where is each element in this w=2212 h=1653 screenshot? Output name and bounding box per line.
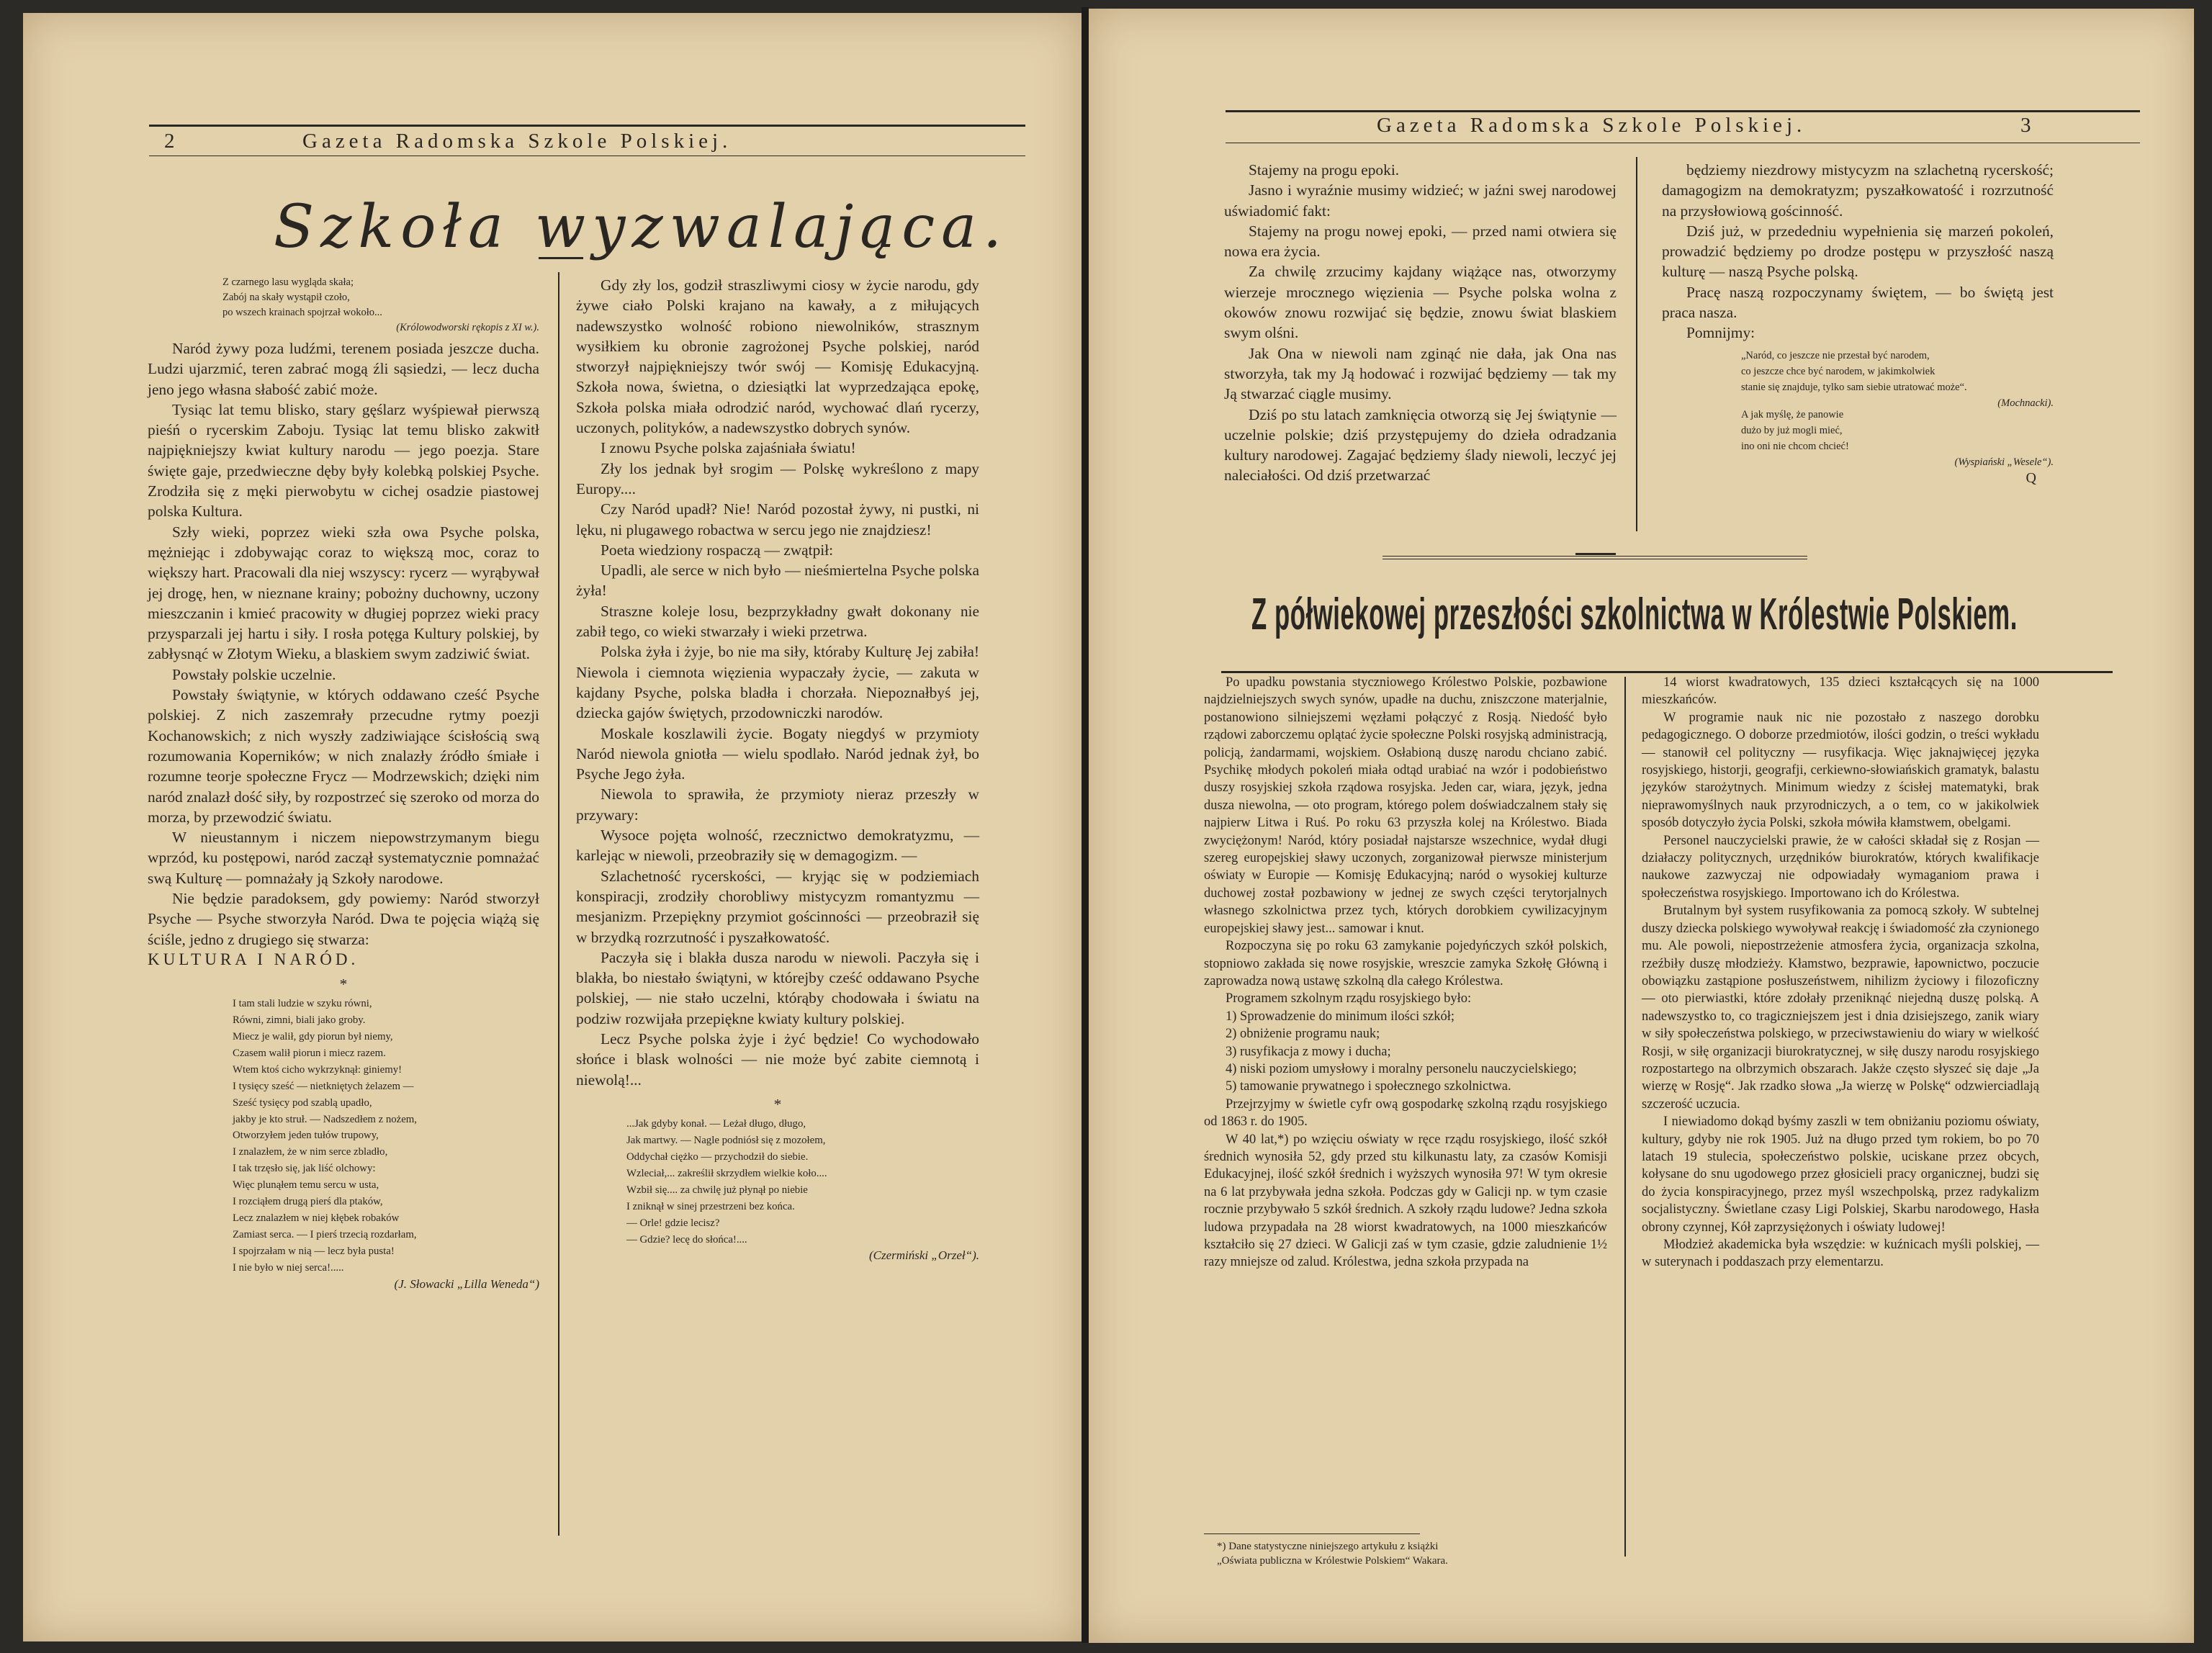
poem-slowacki-line-10: I znalazłem, że w nim serce zbladło, xyxy=(233,1146,388,1158)
poem-slowacki-line-14: Lecz znalazłem w niej kłębek robaków xyxy=(233,1212,400,1224)
title-ornament xyxy=(539,257,583,259)
poem-czerminski-line-2: Jak martwy. — Nagle podniósł się z mozołem, xyxy=(626,1135,826,1147)
quote-wyspianski-line-2: dużo by już mogli mieć, xyxy=(1741,424,1843,436)
closing-phrase: KULTURA I NARÓD. xyxy=(148,950,359,968)
page-fold xyxy=(1082,7,1089,1643)
left-column-2 xyxy=(576,275,979,1264)
right-column-separator xyxy=(1624,677,1626,1557)
program-item-5: 5) tamowanie prywatnego i społecznego szkolnictwa. xyxy=(1226,1079,1511,1094)
left-col2-paragraph-12: Szlachetność rycerskości, — kryjąc się w podziemiach konspiracji, zrodziły chorobliwy mistycyzm romantyzmu — mesjanizm. Przepiękny przymiot gościnności — przeobraził się w brzydką rozrzutność i pyszałkowatość. xyxy=(576,867,979,946)
left-col2-paragraph-13: Paczyła się i blakła dusza narodu w niewoli. Paczyła się i blakła, bo niestało świątyni, w którejby cześć oddawano Psyche polskiej, — nie stało uczelni, którąby chodowała i światu na podziw rozwijała przepiękne kwiaty kultury polskiej. xyxy=(576,948,979,1027)
right-top-col2-paragraph-3: Pracę naszą rozpoczynamy świętem, — bo świętą jest praca nasza. xyxy=(1662,283,2054,322)
right-col2-paragraph-4: Brutalnym był system rusyfikowania za pomocą szkoły. W subtelnej duszy dziecka polskiego wywoływał reakcję i świadomość zła czynionego mu. Ale powoli, niepostrzeżenie atmosfera życia, organizacja szkolna, rzeźbiły duszę młodzieży. Kłamstwo, bezprawie, łapownictwo, poczucie obowiązku zastąpione posłuszeństwem, nihilizm życiowy i filozoficzny — oto pierwiastki, które zdołały przeniknąć niejedną duszę polską. A nadewszystko to, co tragiczniejszem jest i dnia dzisiejszego, zanik wiary w siły społeczeństwa polskiego, w przeciwstawieniu do wiary w wielkość Rosji, w siłę organizacji biurokratycznej, w siłę duszy narodu rosyjskiego rozpostartego na olbrzymich obszarach. Jakże często słyszeć się daje „Ja wierzę w Rosję“. Jak rzadko słowa „Ja wierzę w Polskę“ odzwierciadlają szczerość uczucia. xyxy=(1642,904,2039,1112)
right-top-col2-paragraph-2: Dziś już, w przededniu wypełnienia się marzeń pokoleń, prowadzić będziemy po drodze postępu w przyszłość naszą kulturę — naszą Psyche polską. xyxy=(1662,222,2054,281)
quote-mochnacki-line-3: stanie się znajduje, tylko sam siebie utratować może“. xyxy=(1741,381,1967,393)
poem-slowacki xyxy=(148,996,539,1276)
footnote xyxy=(1217,1539,1620,1568)
title-under-rule xyxy=(1221,671,2113,673)
poem-czerminski-source: (Czermiński „Orzeł“). xyxy=(868,1248,979,1263)
right-top-col1-paragraph-3: Stajemy na progu nowej epoki, — przed nami otwiera się nowa era życia. xyxy=(1224,222,1617,261)
right-top-col1-paragraph-4: Za chwilę zrzucimy kajdany wiążące nas, otworzymy wierzeje mrocznego więzienia — Psyche polska wolna z okowów znowu rozwijać się będzie, znowu świat blaskiem swym olśni. xyxy=(1224,263,1617,342)
section-star: * xyxy=(339,975,348,993)
left-page-number: 2 xyxy=(164,130,179,153)
motto-line-2: Zabój na skały wystąpił czoło, xyxy=(222,292,350,303)
right-top-column-2 xyxy=(1662,160,2054,486)
left-col2-paragraph-2: I znowu Psyche polska zajaśniała światu! xyxy=(601,439,856,457)
right-col2-paragraph-5: I niewiadomo dokąd byśmy zaszli w tem obniżaniu poziomu oświaty, kultury, gdyby nie rok 1905. Już na długo przed tym rokiem, bo po 70 latach 19 stulecia, społeczeństwo polskie, uciskane przez obcych, kołysane do snu ugodowego przez głosicieli pracy organicznej, budzi się do życia konspiracyjnego, przez myśl wszechpolską, przez radykalizm socjalistyczny. Świetlane czasy Ligi Polskiej, Skarbu narodowego, Hasła obrony czynnej, Kół zaprzysiężonych i oświaty ludowej! xyxy=(1642,1114,2039,1235)
right-top-col1-paragraph-2: Jasno i wyraźnie musimy widzieć; w jaźni swej narodowej uświadomić fakt: xyxy=(1224,181,1617,220)
right-col1-paragraphs xyxy=(1204,674,1607,1008)
left-running-head: Gazeta Radomska Szkole Polskiej. xyxy=(302,130,732,153)
left-column-separator xyxy=(558,272,559,1536)
left-col1-paragraphs xyxy=(148,338,539,950)
left-col2-paragraph-14: Lecz Psyche polska żyje i żyć będzie! Co wychodowało słońce i blask wolności — nie może być zabite ciemnotą i niewolą!... xyxy=(576,1030,979,1089)
right-running-head: Gazeta Radomska Szkole Polskiej. xyxy=(1377,114,1807,137)
poem-slowacki-line-13: I rozciąłem drugą pierś dla ptaków, xyxy=(233,1196,383,1208)
poem-slowacki-line-6: I tysięcy sześć — nietkniętych żelazem — xyxy=(233,1080,414,1092)
quote-wyspianski-line-3: ino oni nie chcom chcieć! xyxy=(1741,440,1849,452)
right-top-column-1 xyxy=(1224,160,1617,486)
left-col2-paragraph-9: Moskale koszlawili życie. Bogaty niegdyś w przymioty Naród niewola gniotła — wielu spodlało. Naród jednak żył, bo Psyche Jego żyła. xyxy=(576,724,979,783)
poem-slowacki-line-3: Miecz je walił, gdy piorun był niemy, xyxy=(233,1031,393,1043)
right-page-number: 3 xyxy=(2020,114,2036,137)
left-head-top-rule xyxy=(149,125,1025,127)
quote-mochnacki-lines xyxy=(1741,348,2054,395)
program-list xyxy=(1204,1008,1607,1096)
poem-czerminski-line-4: Wzleciał,... zakreślił skrzydłem wielkie koło.... xyxy=(626,1167,827,1179)
right-col2-paragraph-6: Młodzież akademicka była wszędzie: w kuźnicach myśli polskiej, — w suterynach i poddaszach przy elementarzu. xyxy=(1642,1238,2039,1270)
quote-mochnacki xyxy=(1662,348,2054,411)
section-star-2: * xyxy=(773,1095,782,1113)
right-col1-paragraph-2: Rozpoczyna się po roku 63 zamykanie pojedyńczych szkół polskich, stopniowo zakłada się nowe rosyjskie, wreszcie zamyka Szkołę Główną i zaprowadza nową ustawę szkolną dla całego Królestwa. xyxy=(1204,939,1607,988)
right-col1-stat-paragraph-1: Przejrzyjmy w świetle cyfr ową gospodarkę szkolną rządu rosyjskiego od 1863 r. do 1905. xyxy=(1204,1096,1607,1130)
motto-lines xyxy=(222,275,539,320)
poem-slowacki-source: (J. Słowacki „Lilla Weneda“) xyxy=(394,1276,539,1291)
left-col1-paragraph-1: Naród żywy poza ludźmi, terenem posiada jeszcze ducha. Ludzi ujarzmić, teren zabrać mogą źli sąsiedzi, — lecz ducha jeno jego własna słabość zabić może. xyxy=(148,340,539,398)
poem-slowacki-line-17: I nie było w niej serca!..... xyxy=(233,1261,344,1274)
right-col1-paragraph-3: Programem szkolnym rządu rosyjskiego było: xyxy=(1226,991,1472,1006)
left-col2-paragraph-7: Straszne koleje losu, bezprzykładny gwałt dokonany nie zabił tego, co wieki stwarzały i wieki przetrwa. xyxy=(576,602,979,641)
quote-wyspianski xyxy=(1662,407,2054,486)
motto-line-3: po wszech krainach spojrzał wokoło... xyxy=(222,307,382,318)
left-article-title: Szkoła wyzwalająca. xyxy=(274,193,1009,261)
left-col1-paragraph-2: Tysiąc lat temu blisko, stary gęślarz wyśpiewał pierwszą pieśń o rycerskim Zaboju. Tysiąc lat temu blisko zakwitł najpiękniejszy kwiat kultury narodu — jego poezja. Stare święte gaje, przedwieczne dęby były kolebką polskiej Psyche. Zrodziła się z męki pierwobytu w cichej osadzie piastowej polska Kultura. xyxy=(148,400,539,521)
quote-mochnacki-line-1: „Naród, co jeszcze nie przestał być narodem, xyxy=(1741,349,1930,361)
motto xyxy=(148,275,539,335)
poem-slowacki-line-1: I tam stali ludzie w szyku równi, xyxy=(233,998,372,1010)
left-col2-paragraph-1: Gdy zły los, godził straszliwymi ciosy w życie narodu, gdy żywe ciało Polski krajano na kawały, a z miłujących nadewszystko wolność robiono niewolników, strasznym wysiłkiem ku obronie zagrożonej Psyche polskiej, naród stworzył najpiękniejszy twór swój — Komisję Edukacyjną. Szkoła nowa, świetna, o dziesiątki lat wyprzedzająca epokę, Szkoła polska miała odrodzić naród, wychować dlań rycerzy, uczonych, polityków, a nadewszystko dobrych synów. xyxy=(576,276,979,437)
section-divider-left xyxy=(1382,556,1807,557)
right-column-1 xyxy=(1204,674,1607,1271)
right-col2-paragraph-3: Personel nauczycielski prawie, że w całości składał się z Rosjan — działaczy politycznych, urzędników biurokratów, których kwalifikacje naukowe zazwyczaj nie odpowiadały wymaganiom prawa i społeczeństwa rosyjskiego. Importowano ich do Królestwa. xyxy=(1642,833,2039,901)
right-top-separator xyxy=(1636,157,1637,531)
right-article-title: Z półwiekowej przeszłości szkolnictwa w Królestwie Polskiem. xyxy=(1251,590,2018,639)
right-top-col1-paragraph-1: Stajemy na progu epoki. xyxy=(1249,161,1400,179)
left-col1-paragraph-7: Nie będzie paradoksem, gdy powiemy: Naród stworzył Psyche — Psyche stworzyła Naród. Dwa te pojęcia wiążą się ściśle, jedno z drugiego się stwarza: xyxy=(148,890,539,948)
quote-wyspianski-lines xyxy=(1741,407,2054,454)
poem-slowacki-line-11: I tak trzęsło się, jak liść olchowy: xyxy=(233,1163,376,1175)
right-top-col2-paragraph-4: Pomnijmy: xyxy=(1686,324,1755,342)
left-col2-paragraph-4: Czy Naród upadł? Nie! Naród pozostał żywy, ni pustki, ni lęku, ni plugawego robactwa w sercu jego nie znajdziesz! xyxy=(576,500,979,539)
program-item-2: 2) obniżenie programu nauk; xyxy=(1226,1027,1380,1042)
right-col1-paragraph-1: Po upadku powstania styczniowego Królestwo Polskie, pozbawione najdzielniejszych swych synów, upadłe na duchu, zniszczone materjalnie, postanowiono silniejszemi węzłami połączyć z Rosją. Niedość było rządowi zaborczemu oplątać życie społeczne Polski rosyjską administracją, policją, żandarmami, wojskiem. Osłabioną duszę narodu chciano zabić. Psychikę młodych pokoleń miała odtąd urabiać na wzór i podobieństwo duszy rosyjskiej szkoła rządowa rosyjska. Jeden car, wiara, język, jedna dusza niewolna, — oto program, którego polem doświadczalnem stały się najpierw Litwa i Ruś. Po roku 63 przyszła kolej na Królestwo. Biada zwyciężonym! Naród, który posiadał najstarsze wszechnice, wydał długi szereg europejskiej sławy uczonych, zorganizował pierwsze ministerjum oświaty w Europie — Komisję Edukacyjną; naród o wysokiej kulturze duchowej został pozbawiony w jednej ze swych części terytorjalnych własnego szkolnictwa przez tych, których dorobkiem cywilizacyjnym europejskiej sławy jest... samowar i knut. xyxy=(1204,675,1607,936)
footnote-rule xyxy=(1204,1533,1420,1534)
poem-slowacki-line-16: I spojrzałam w nią — lecz była pusta! xyxy=(233,1245,395,1257)
poem-czerminski-line-6: I zniknął w sinej przestrzeni bez końca. xyxy=(626,1200,795,1212)
right-column-2 xyxy=(1642,674,2039,1271)
poem-czerminski-line-1: ...Jak gdyby konał. — Leżał długo, długo, xyxy=(626,1118,806,1130)
poem-czerminski-line-3: Oddychał ciężko — przychodził do siebie. xyxy=(626,1150,809,1163)
right-top-col1-paragraph-6: Dziś po stu latach zamknięcia otworzą się Jej świątynie — uczelnie polskie; dziś przystępujemy do dzieła odradzania kultury narodowej. Zagajać będziemy ślady niewoli, leczyć jej naleciałości. Od dziś przetwarzać xyxy=(1224,405,1617,485)
poem-slowacki-line-4: Czasem walił piorun i miecz razem. xyxy=(233,1047,386,1059)
poem-slowacki-line-15: Zamiast serca. — I pierś trzecią rozdarłam, xyxy=(233,1228,417,1240)
right-top-col1-paragraph-5: Jak Ona w niewoli nam zginąć nie dała, jak Ona nas stworzyła, tak my Ją hodować i rozwijać będziemy — tak my Ją stwarzać ciągle musimy. xyxy=(1224,344,1617,403)
left-col1-paragraph-3: Szły wieki, poprzez wieki szła owa Psyche polska, mężniejąc i zdobywając coraz to większą moc, coraz to większy hart. Pracowali dla niej wszyscy: rycerz — wyrąbywał jej drogę, hen, w nieznane krainy; pobożny duchowny, uczony mieszczanin i kmieć pracowity w długiej poprzez wieki pracy przysparzali jej hartu i siły. I rosła potęga Kultury polskiej, by zabłysnąć w Złotym Wieku, a blaskiem swym zadziwić świat. xyxy=(148,523,539,663)
quote-wyspianski-source: (Wyspiański „Wesele“). xyxy=(1954,456,2054,468)
section-divider-ornament xyxy=(1575,553,1616,555)
quote-wyspianski-line-1: A jak myślę, że panowie xyxy=(1741,408,1844,420)
poem-czerminski-line-5: Wzbił się.... za chwilę już płynął po niebie xyxy=(626,1184,808,1196)
left-col1-paragraph-5: Powstały świątynie, w których oddawano cześć Psyche polskiej. Z nich zaszemrały przecudne rytmy poezji Kochanowskich; z nich wyszły zadziwiające ścisłością swą rozumowania Koperników; w nich znalazły źródło śmiałe i rozumne teorje społeczne Frycz — Modrzewskich; dzięki nim naród znalazł dość siły, by rozpostrzeć się szeroko od morza do morza, by przewodzić światu. xyxy=(148,686,539,826)
program-item-1: 1) Sprowadzenie do minimum ilości szkół; xyxy=(1226,1009,1455,1024)
poem-slowacki-line-9: Otworzyłem jeden tułów trupowy, xyxy=(233,1130,379,1142)
left-col1-paragraph-4: Powstały polskie uczelnie. xyxy=(172,665,336,683)
author-mark: Q xyxy=(2026,469,2036,486)
right-col2-paragraph-2: W programie nauk nic nie pozostało z naszego dorobku pedagogicznego. O doborze przedmiotów, ilości godzin, o treści wykładu — stanowił cel polityczny — rusyfikacja. Więc jaknajwięcej języka rosyjskiego, historji, geografji, cerkiewno-słowiańskich gramatyk, balastu języków starożytnych. Minimum wiedzy z ścisłej matematyki, brak nieprawomyślnych nauk przyrodniczych, a o tem, co w jakikolwiek sposób dotyczyło życia Polski, szkoła mówiła kłamstwem, obelgami. xyxy=(1642,710,2039,831)
poem-czerminski xyxy=(576,1116,979,1248)
poem-slowacki-line-8: jakby je kto struł. — Nadszedłem z nożem, xyxy=(233,1113,417,1125)
quote-mochnacki-source: (Mochnacki). xyxy=(1997,397,2054,409)
left-col1-paragraph-6: W nieustannym i niczem niepowstrzymanym biegu wprzód, ku postępowi, naród zaczął systematycznie pomnażać swą Kulturę — pomnażały ją Szkoły narodowe. xyxy=(148,829,539,887)
right-col1-statistics xyxy=(1204,1096,1607,1271)
right-col1-stat-paragraph-2: W 40 lat,*) po wzięciu oświaty w ręce rządu rosyjskiego, ilość szkół średnich wynosiła 52, gdy przed stu kilkunastu laty, za czasów Komisji Edukacyjnej, ilość szkół średnich i wyższych wynosiła 97! W tym okresie na 6 lat przybywała jedna szkoła. Podczas gdy w Galicji np. w tym czasie rocznie przybywało 5 szkół średnich. A szkoły rządu ludowe? Jedna szkoła ludowa przypadała na 28 wiorst kwadratowych, na 1000 mieszkańców kształciło się 27 dzieci. W Galicji zaś w tym czasie, gdzie zaludnienie 1½ razy mniejsze od zalud. Królestwa, jedna szkoła przypada na xyxy=(1204,1132,1607,1270)
motto-line-1: Z czarnego lasu wygląda skała; xyxy=(222,276,354,288)
poem-czerminski-line-7: — Orle! gdzie lecisz? xyxy=(626,1217,720,1229)
right-top-col2-paragraph-1: będziemy niezdrowy mistycyzm na szlachetną rycerskość; damagogizm na demokratyzm; pyszałkowatość i rozrzutność na przysłowiową gościnność. xyxy=(1662,161,2054,220)
footnote-line-1: *) Dane statystyczne niniejszego artykułu z książki xyxy=(1217,1541,1439,1552)
left-col2-paragraphs xyxy=(576,275,979,1090)
poem-slowacki-line-5: Wtem ktoś cicho wykrzyknął: giniemy! xyxy=(233,1063,403,1076)
quote-mochnacki-line-2: co jeszcze chce być narodem, w jakimkolwiek xyxy=(1741,365,1936,377)
right-head-top-rule xyxy=(1226,110,2140,112)
poem-slowacki-line-2: Równi, zimni, biali jako groby. xyxy=(233,1014,366,1027)
right-top-col2-paragraphs xyxy=(1662,160,2054,343)
left-col2-paragraph-11: Wysoce pojęta wolność, rzecznictwo demokratyzmu, — karlejąc w niewoli, przeobraziły się w demagogizm. — xyxy=(576,827,979,865)
left-col2-paragraph-8: Polska żyła i żyje, bo nie ma siły, któraby Kulturę Jej zabiła! Niewola i ciemnota więzienia wypaczały życie, — zakuta w kajdany Psyche, polska bladła i chorzała. Niepoznałbyś jej, dziecka gajów świętych, przodowniczki narodów. xyxy=(576,643,979,722)
left-col2-paragraph-3: Zły los jednak był srogim — Polskę wykreślono z mapy Europy.... xyxy=(576,459,979,497)
motto-source: (Królowodworski rękopis z XI w.). xyxy=(396,322,539,333)
left-col2-paragraph-6: Upadli, ale serce w nich było — nieśmiertelna Psyche polska żyła! xyxy=(576,562,979,600)
poem-slowacki-line-12: Więc plunąłem temu sercu w usta, xyxy=(233,1179,379,1192)
left-col2-paragraph-10: Niewola to sprawiła, że przymioty nieraz przeszły w przywary: xyxy=(576,785,979,824)
poem-czerminski-line-8: — Gdzie? lecę do słońca!.... xyxy=(626,1233,747,1246)
footnote-line-2: „Oświata publiczna w Królestwie Polskiem“ Wakara. xyxy=(1217,1555,1448,1567)
left-column-1 xyxy=(148,275,539,1293)
left-col2-paragraph-5: Poeta wiedziony rospaczą — zwątpił: xyxy=(601,541,834,559)
program-item-4: 4) niski poziom umysłowy i moralny personelu nauczycielskiego; xyxy=(1226,1061,1577,1076)
poem-slowacki-line-7: Sześć tysięcy pod szablą upadło, xyxy=(233,1096,372,1109)
program-item-3: 3) rusyfikacja z mowy i ducha; xyxy=(1226,1044,1391,1059)
right-col2-paragraph-1: 14 wiorst kwadratowych, 135 dzieci kształcących się na 1000 mieszkańców. xyxy=(1642,675,2039,708)
